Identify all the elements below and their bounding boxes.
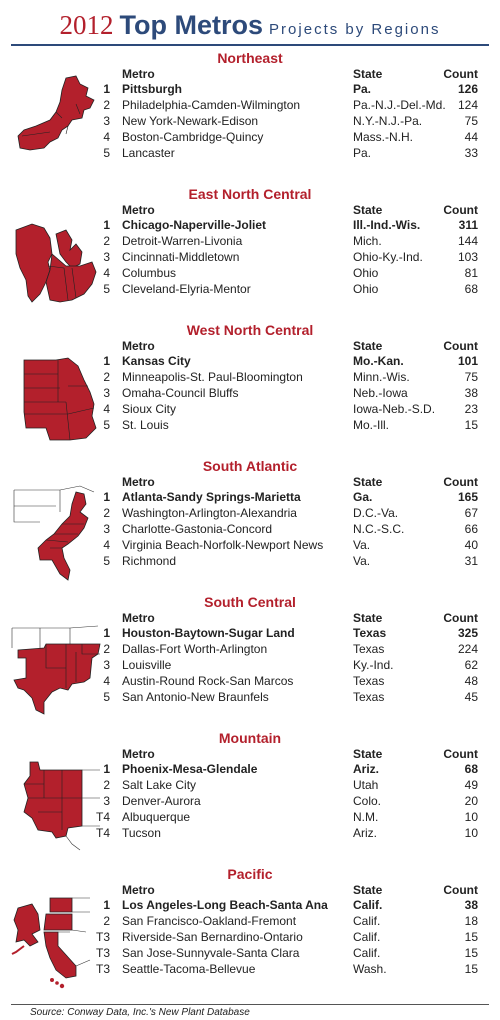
table-row: 5 Lancaster Pa. 33 [103, 146, 478, 160]
header-state: State [353, 67, 383, 81]
region-south-central [0, 592, 500, 724]
table-row: T4 Albuquerque N.M. 10 [95, 810, 478, 824]
region-northeast [0, 48, 500, 180]
header-count: Count [443, 67, 478, 81]
region-mountain [0, 728, 500, 860]
region-title: Mountain [218, 730, 282, 746]
table-row: 1 Phoenix-Mesa-Glendale Ariz. 68 [103, 762, 478, 776]
table-row: 1 Chicago-Naperville-Joliet Ill.-Ind.-Wis. 311 [103, 218, 478, 232]
title-main: Top Metros [119, 10, 264, 40]
table-row: T4 Tucson Ariz. 10 [95, 826, 478, 840]
table-row: 3 Cincinnati-Middletown Ohio-Ky.-Ind. 103 [103, 250, 478, 264]
table-row: 1 Atlanta-Sandy Springs-Marietta Ga. 165 [103, 490, 478, 504]
header-count: Count [443, 339, 478, 353]
table-row: 4 Columbus Ohio 81 [103, 266, 478, 280]
table-row: 3 Denver-Aurora Colo. 20 [103, 794, 478, 808]
header-count: Count [443, 747, 478, 761]
header-metro: Metro [122, 747, 155, 761]
header-metro: Metro [122, 611, 155, 625]
table-row: T3 Riverside-San Bernardino-Ontario Calif. 15 [95, 930, 478, 944]
region-title: South Central [204, 594, 296, 610]
region-title: South Atlantic [202, 458, 298, 474]
title-subtitle: Projects by Regions [269, 21, 441, 38]
region-title: East North Central [188, 186, 312, 202]
table-row: 1 Pittsburgh Pa. 126 [103, 82, 478, 96]
region-title: Northeast [217, 50, 283, 66]
header-state: State [353, 747, 383, 761]
table-row: 4 Sioux City Iowa-Neb.-S.D. 23 [103, 402, 478, 416]
source-note: Source: Conway Data, Inc.'s New Plant Database [30, 1007, 250, 1018]
table-row: 5 Cleveland-Elyria-Mentor Ohio 68 [103, 282, 478, 296]
header-metro: Metro [122, 883, 155, 897]
header-count: Count [443, 475, 478, 489]
table-row: 3 New York-Newark-Edison N.Y.-N.J.-Pa. 75 [103, 114, 478, 128]
region-south-atlantic [0, 456, 500, 588]
table-row: T3 San Jose-Sunnyvale-Santa Clara Calif. 15 [95, 946, 478, 960]
table-row: 2 Philadelphia-Camden-Wilmington Pa.-N.J.-Del.-Md. 124 [103, 98, 478, 112]
region-pacific [0, 864, 500, 996]
header-count: Count [443, 203, 478, 217]
table-row: 3 Louisville Ky.-Ind. 62 [103, 658, 478, 672]
title-rule [11, 44, 489, 46]
table-row: 2 Dallas-Fort Worth-Arlington Texas 224 [103, 642, 478, 656]
table-row: 4 Boston-Cambridge-Quincy Mass.-N.H. 44 [103, 130, 478, 144]
table-row: 1 Los Angeles-Long Beach-Santa Ana Calif. 38 [103, 898, 478, 912]
header-state: State [353, 611, 383, 625]
table-row: 1 Kansas City Mo.-Kan. 101 [103, 354, 478, 368]
header-metro: Metro [122, 203, 155, 217]
header-state: State [353, 475, 383, 489]
header-state: State [353, 203, 383, 217]
table-row: 2 Detroit-Warren-Livonia Mich. 144 [103, 234, 478, 248]
table-row: 4 Virginia Beach-Norfolk-Newport News Va. 40 [103, 538, 478, 552]
header-count: Count [443, 883, 478, 897]
region-west-north-central [0, 320, 500, 452]
title-year: 2012 [59, 10, 114, 40]
table-row: 3 Charlotte-Gastonia-Concord N.C.-S.C. 66 [103, 522, 478, 536]
table-row: 2 Minneapolis-St. Paul-Bloomington Minn.-Wis. 75 [103, 370, 478, 384]
region-east-north-central [0, 184, 500, 316]
header-count: Count [443, 611, 478, 625]
table-row: 3 Omaha-Council Bluffs Neb.-Iowa 38 [103, 386, 478, 400]
region-title: West North Central [186, 322, 314, 338]
region-title: Pacific [227, 866, 273, 882]
footer-rule [11, 1004, 489, 1005]
header-metro: Metro [122, 475, 155, 489]
table-row: 5 Richmond Va. 31 [103, 554, 478, 568]
page-title [0, 10, 500, 41]
table-row: 2 San Francisco-Oakland-Fremont Calif. 18 [103, 914, 478, 928]
table-row: 2 Salt Lake City Utah 49 [103, 778, 478, 792]
table-row: 2 Washington-Arlington-Alexandria D.C.-Va. 67 [103, 506, 478, 520]
table-row: 5 San Antonio-New Braunfels Texas 45 [103, 690, 478, 704]
table-row: 5 St. Louis Mo.-Ill. 15 [103, 418, 478, 432]
table-row: T3 Seattle-Tacoma-Bellevue Wash. 15 [95, 962, 478, 976]
header-state: State [353, 883, 383, 897]
header-state: State [353, 339, 383, 353]
table-row: 1 Houston-Baytown-Sugar Land Texas 325 [103, 626, 478, 640]
table-row: 4 Austin-Round Rock-San Marcos Texas 48 [103, 674, 478, 688]
header-metro: Metro [122, 339, 155, 353]
header-metro: Metro [122, 67, 155, 81]
